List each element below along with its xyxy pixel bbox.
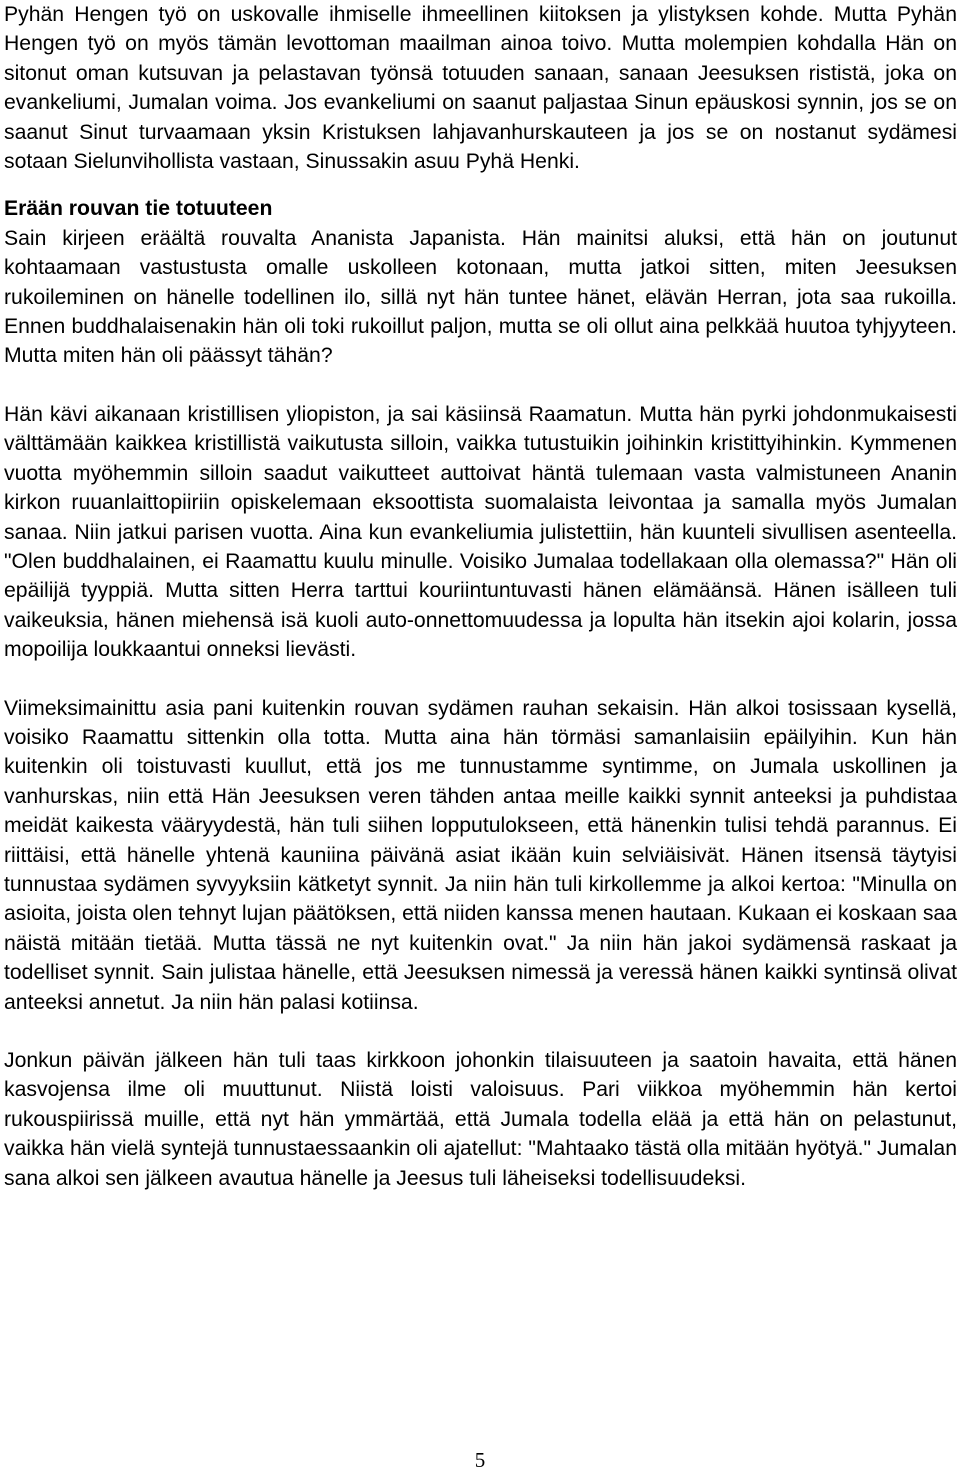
spacer	[4, 371, 957, 400]
spacer	[4, 176, 957, 194]
paragraph-confession: Viimeksimainittu asia pani kuitenkin rouvan sydämen rauhan sekaisin. Hän alkoi tosissaan kysellä, voisiko Raamattu sittenkin olla totta. Mutta aina hän törmäsi samanlaisiin epäilyihin. Kun hän kuitenkin oli toistuvasti kuullut, että jos me tunnustamme syntimme, on Jumala uskollinen ja vanhurskas, niin että Hän Jeesuksen veren tähden antaa meille kaikki synnit anteeksi ja puhdistaa meidät kaikesta vääryydestä, hän tuli siihen lopputulokseen, että hänenkin tulisi tehdä parannus. Ei riittäisi, että hänelle yhtenä kauniina päivänä asiat ikään kuin selviäisivät. Hänen itsensä täytyisi tunnustaa sydämen syvyyksiin kätketyt synnit. Ja niin hän tuli kirkollemme ja alkoi kertoa: "Minulla on asioita, joista olen tehnyt lujan päätöksen, että niiden kanssa menen hautaan. Kukaan ei koskaan saa näistä mitään tietää. Mutta tässä ne nyt kuitenkin ovat." Ja niin hän jakoi sydämensä raskaat ja todelliset synnit. Sain julistaa hänelle, että Jeesuksen nimessä ja veressä hänen kaikki syntinsä olivat anteeksi annetut. Ja niin hän palasi kotiinsa.	[4, 696, 957, 1014]
paragraph-changed: Jonkun päivän jälkeen hän tuli taas kirkkoon johonkin tilaisuuteen ja saatoin havaita, että hänen kasvojensa ilme oli muuttunut. Niistä loisti valoisuus. Pari viikkoa myöhemmin hän kertoi rukouspiirissä muille, että nyt hän ymmärtää, että Jumala todella elää ja että hän on pelastunut, vaikka hän vielä syntejä tunnustaessaankin oli ajatellut: "Mahtaako tästä olla mitään hyötyä." Jumalan sana alkoi sen jälkeen avautua hänelle ja Jeesus tuli läheiseksi todellisuudeksi.	[4, 1049, 957, 1190]
paragraph-holy-spirit: Pyhän Hengen työ on uskovalle ihmiselle ihmeellinen kiitoksen ja ylistyksen kohde. Mutta Pyhän Hengen työ on myös tämän levottoman maailman ainoa toivo. Mutta molempien kohdalla Hän on sitonut oman kutsuvan ja pelastavan työnsä totuuden sanaan, sanaan Jeesuksen rististä, joka on evankeliumi, Jumalan voima. Jos evankeliumi on saanut paljastaa Sinun epäuskosi synnin, jos se on saanut Sinut turvaamaan yksin Kristuksen lahjavanhurskauteen ja jos se on nostanut sydämesi sotaan Sielunvihollista vastaan, Sinussakin asuu Pyhä Henki.	[4, 3, 957, 174]
document-page	[4, 0, 957, 1193]
spacer	[4, 665, 957, 694]
paragraph-letter: Sain kirjeen eräältä rouvalta Ananista Japanista. Hän mainitsi aluksi, että hän on joutunut kohtaamaan vastustusta omalle uskolleen kotonaan, mutta jatkoi sitten, miten Jeesuksen rukoileminen on hänelle todellinen ilo, sillä nyt hän tuntee hänet, elävän Herran, jota saa rukoilla. Ennen buddhalaisenakin hän oli toki rukoillut paljon, mutta se oli ollut aina pelkkää huutoa tyhjyyteen. Mutta miten hän oli päässyt tähän?	[4, 226, 957, 368]
paragraph-university: Hän kävi aikanaan kristillisen yliopiston, ja sai käsiinsä Raamatun. Mutta hän pyrki johdonmukaisesti välttämään kaikkea kristillistä vaikutusta silloin, vaikka tutustuikin joihinkin kristittyihinkin. Kymmenen vuotta myöhemmin silloin saadut vaikutteet auttoivat häntä tulemaan vasta valmistuneen Ananin kirkon ruuanlaittopiiriin opiskelemaan eksoottista suomalaista leivontaa ja samalla myös Jumalan sanaa. Niin jatkui parisen vuotta. Aina kun evankeliumia julistettiin, hän kuunteli sivullisen asenteella. "Olen buddhalainen, ei Raamattu kuulu minulle. Voisiko Jumalaa todellakaan olla olemassa?" Hän oli epäilijä tyyppiä. Mutta sitten Herra tarttui kouriintuntuvasti hänen elämäänsä. Hänen isälleen tuli vaikeuksia, hänen miehensä isä kuoli auto-onnettomuudessa ja lopulta hän itsekin ajoi kolarin, jossa mopoilija loukkaantui onneksi lievästi.	[4, 402, 957, 662]
page-number: 5	[474, 1448, 486, 1472]
spacer	[4, 1017, 957, 1046]
section-heading: Erään rouvan tie totuuteen	[4, 197, 273, 221]
